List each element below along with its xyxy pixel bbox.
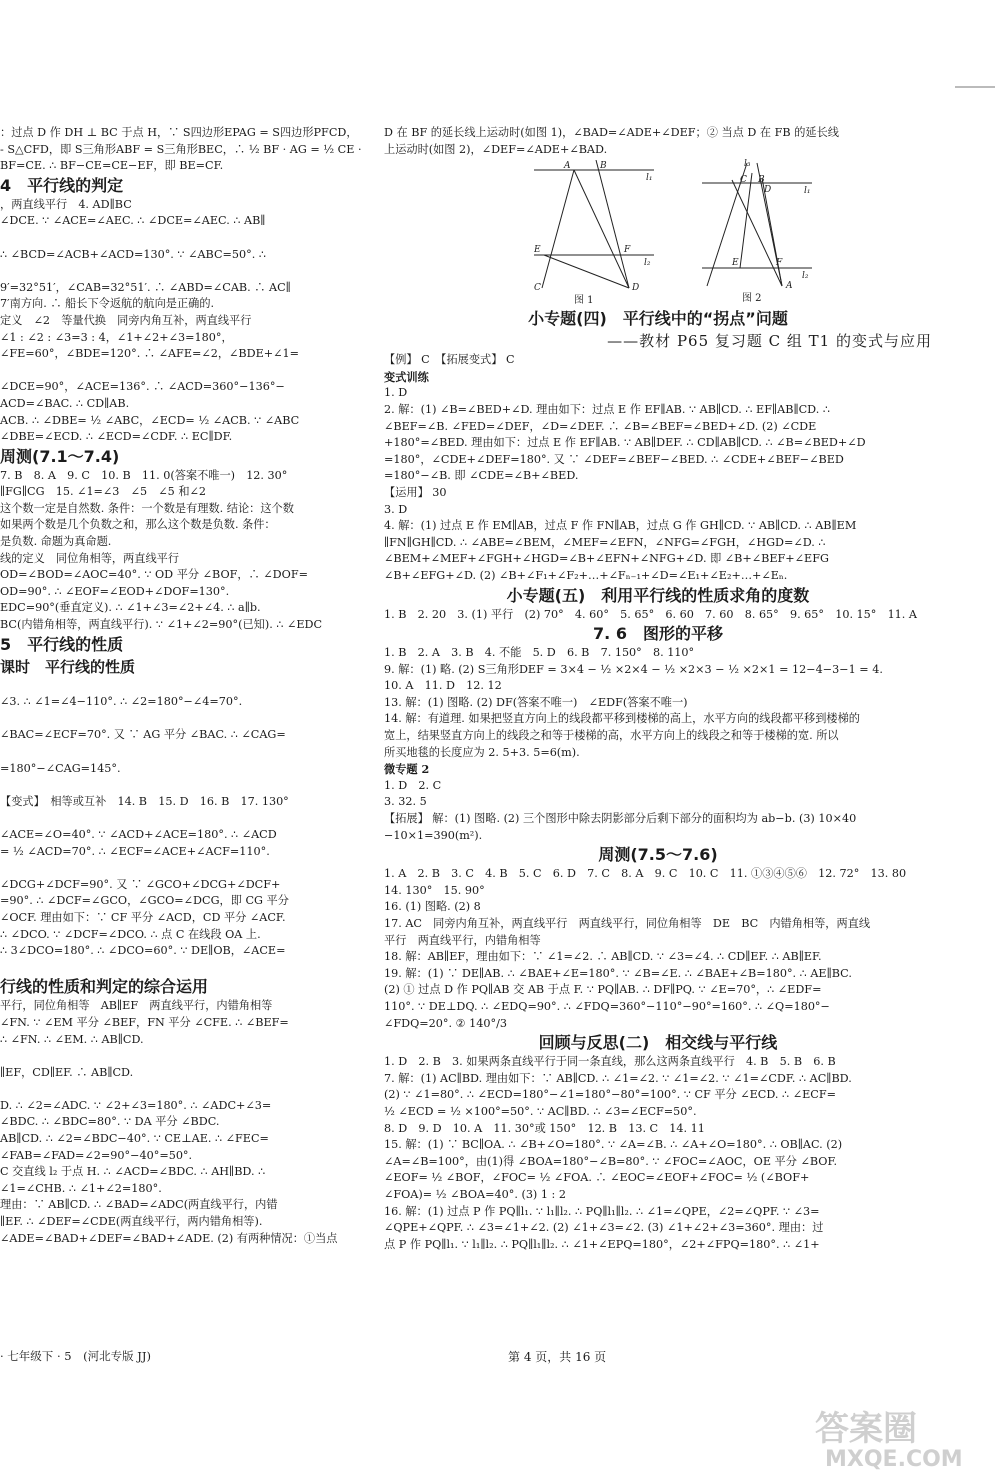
text-line bbox=[0, 810, 382, 827]
fig1-label: E bbox=[534, 245, 541, 256]
text-line: 10. A 11. D 12. 12 bbox=[384, 679, 502, 693]
text-line: 8. D 9. D 10. A 11. 30°或 150° 12. B 13. C 14. 11 bbox=[384, 1121, 705, 1135]
text-line: OD=∠BOD=∠AOC=40°. ∵ OD 平分 ∠BOF，∴ ∠DOF= bbox=[0, 568, 308, 582]
text-line: 18. 解：AB∥EF，理由如下：∵ ∠1=∠2. ∴ AB∥CD. ∵ ∠3=∠4. ∴ CD∥EF. ∴ AB∥EF. bbox=[384, 950, 822, 964]
watermark-logo bbox=[795, 1400, 995, 1471]
section-title-weekly: 周测(7.5～7.6) bbox=[598, 845, 718, 865]
text-line: =90°. ∴ ∠DCF=∠GCO，∠GCO=∠DCG，即 CG 平分 bbox=[0, 894, 289, 908]
text-line: =180°−∠CAG=145°. bbox=[0, 761, 121, 775]
text-line: 7′南方向. ∴ 船长下令返航的航向是正确的. bbox=[0, 297, 215, 311]
fig2-label: l₃ bbox=[744, 159, 751, 170]
text-line: 点 P 作 PQ∥l₁. ∵ l₁∥l₂. ∴ PQ∥l₁∥l₂. ∴ ∠1+∠EPQ=180°，∠2+∠FPQ=180°. ∴ ∠1+ bbox=[384, 1237, 820, 1251]
text-line bbox=[0, 263, 382, 280]
section-title-7-6: 7. 6 图形的平移 bbox=[593, 624, 723, 644]
text-line: 16. (1) 图略. (2) 8 bbox=[384, 900, 481, 914]
fig2-label: l₁ bbox=[804, 186, 811, 197]
text-line: BC(内错角相等，两直线平行). ∵ ∠1+∠2=90°(已知). ∴ ∠EDC bbox=[0, 618, 323, 632]
fig2-label: F bbox=[776, 258, 783, 269]
fig2-label: l₂ bbox=[802, 271, 809, 282]
text-line: BF=CE. ∴ BF−CE=CE−EF，即 BE=CF. bbox=[0, 159, 224, 173]
text-line: ∠B+∠EFG+∠D. (2) ∠B+∠F₁+∠F₂+…+∠Fₙ₋₁+∠D=∠E₁+∠E₂+…+∠Eₙ. bbox=[384, 568, 788, 582]
text-line: 15. 解：(1) ∵ BC∥OA. ∴ ∠B+∠O=180°. ∵ ∠A=∠B. ∴ ∠A+∠O=180°. ∴ OB∥AC. (2) bbox=[384, 1138, 843, 1152]
text-line bbox=[0, 230, 382, 247]
text-line: ACD=∠BAC. ∴ CD∥AB. bbox=[0, 396, 130, 410]
text-line bbox=[0, 860, 382, 877]
footer-grade: · 七年级下 · 5 (河北专版 JJ) bbox=[0, 1349, 151, 1363]
text-line: −10×1=390(m²). bbox=[384, 828, 483, 842]
text-line: ∠EOF= ½ ∠BOF，∠FOC= ½ ∠FOA. ∴ ∠EOC=∠EOF+∠FOC= ½ (∠BOF+ bbox=[384, 1171, 810, 1185]
text-line: 7. 解：(1) AC∥BD. 理由如下：∵ AB∥CD. ∴ ∠1=∠2. ∵ ∠1=∠2. ∵ ∠1=∠CDF. ∴ AC∥BD. bbox=[384, 1071, 852, 1085]
text-line: 【运用】 30 bbox=[384, 485, 447, 499]
text-line: 1. D 2. B 3. 如果两条直线平行于同一条直线，那么这两条直线平行 4. B 5. B 6. B bbox=[384, 1055, 836, 1069]
text-line: 3. 32. 5 bbox=[384, 795, 427, 809]
text-line: 定义 ∠2 等量代换 同旁内角互补，两直线平行 bbox=[0, 313, 252, 327]
fig1-label: l₁ bbox=[646, 173, 653, 184]
text-line: ∠FAB=∠FAD=∠2=90°−40°=50°. bbox=[0, 1148, 193, 1162]
text-line: ∠DCE=90°，∠ACE=136°. ∴ ∠ACD=360°−136°− bbox=[0, 380, 285, 394]
text-line: ∴ 3∠DCO=180°. ∴ ∠DCO=60°. ∵ DE∥OB，∠ACE= bbox=[0, 944, 286, 958]
text-line: 4. 解：(1) 过点 E 作 EM∥AB，过点 F 作 FN∥AB，过点 G 作 GH∥CD. ∵ AB∥CD. ∴ AB∥EM bbox=[384, 519, 857, 533]
fig2-label: D bbox=[764, 185, 772, 196]
text-line: D 在 BF 的延长线上运动时(如图 1)，∠BAD=∠ADE+∠DEF；② 当点 D 在 FB 的延长线 bbox=[384, 126, 839, 139]
text-line: 平行，同位角相等 AB∥EF 两直线平行，内错角相等 bbox=[0, 999, 273, 1013]
text-line: ∴ ∠BCD=∠ACB+∠ACD=130°. ∵ ∠ABC=50°. ∴ bbox=[0, 247, 266, 261]
text-line: ∠DCG+∠DCF=90°. 又 ∵ ∠GCO+∠DCG+∠DCF+ bbox=[0, 877, 281, 891]
text-line: 3. D bbox=[384, 502, 408, 516]
section-subheading: 课时 平行线的性质 bbox=[0, 657, 136, 676]
text-line bbox=[0, 1048, 382, 1065]
segment-ce bbox=[740, 173, 752, 268]
text-line: ∴ ∠FN. ∴ ∠EM. ∴ AB∥CD. bbox=[0, 1032, 144, 1046]
text-line: OD=90°. ∴ ∠EOF=∠EOD+∠DOF=130°. bbox=[0, 584, 230, 598]
text-line: 微专题 2 bbox=[384, 762, 430, 777]
text-line bbox=[0, 711, 382, 728]
text-line: 宽上，结果竖直方向上的线段之和等于楼梯的高，水平方向上的线段之和等于楼梯的宽. 所以 bbox=[384, 729, 839, 743]
fig1-label: F bbox=[624, 245, 631, 256]
watermark-text: 答案圈 bbox=[815, 1409, 917, 1449]
fig2-label: A bbox=[786, 281, 793, 292]
text-line bbox=[0, 1081, 382, 1098]
text-line: ∠FN. ∵ ∠EM 平分 ∠BEF，FN 平分 ∠CFE. ∴ ∠BEF= bbox=[0, 1015, 289, 1029]
text-line: 平行 两直线平行，内错角相等 bbox=[384, 933, 541, 947]
text-line: 理由：∵ AB∥CD. ∴ ∠BAD=∠ADC(两直线平行，内错 bbox=[0, 1198, 278, 1212]
segment-cd bbox=[732, 180, 782, 286]
text-line: ACB. ∴ ∠DBE= ½ ∠ABC，∠ECD= ½ ∠ACB. ∵ ∠ABC bbox=[0, 413, 300, 427]
text-line: 16. 解：(1) 过点 P 作 PQ∥l₁. ∵ l₁∥l₂. ∴ PQ∥l₁∥l₂. ∴ ∠1=∠QPE，∠2=∠QPF. ∵ ∠3= bbox=[384, 1204, 820, 1218]
text-line: 7. B 8. A 9. C 10. B 11. 0(答案不唯一) 12. 30° bbox=[0, 468, 288, 482]
special4-answers bbox=[384, 352, 932, 584]
text-line: 这个数一定是自然数. 条件：一个数是有理数. 结论：这个数 bbox=[0, 501, 294, 515]
text-line bbox=[0, 777, 382, 794]
text-line: 14. 解：有道理. 如果把竖直方向上的线段都平移到楼梯的高上，水平方向的线段都平移到楼梯的 bbox=[384, 712, 860, 726]
text-line: 所买地毯的长度应为 2. 5+3. 5=6(m). bbox=[384, 745, 580, 759]
text-line: 线的定义 同位角相等，两直线平行 bbox=[0, 551, 180, 565]
text-line: 如果两个数是几个负数之和，那么这个数是负数. 条件： bbox=[0, 518, 276, 532]
section-heading: 行线的性质和判定的综合运用 bbox=[0, 977, 209, 997]
text-line: 2. 解：(1) ∠B=∠BED+∠D. 理由如下：过点 E 作 EF∥AB. ∵ AB∥CD. ∴ EF∥AB∥CD. ∴ bbox=[384, 402, 830, 416]
fig1-label: l₂ bbox=[644, 258, 651, 269]
text-line: 1. D 2. C bbox=[384, 778, 442, 792]
text-line: =180°，∠CDE+∠DEF=180°. 又 ∵ ∠DEF=∠BEF−∠BED. ∴ ∠CDE+∠BEF−∠BED bbox=[384, 452, 844, 466]
text-line: 【变式】 相等或互补 14. B 15. D 16. B 17. 130° bbox=[0, 794, 289, 808]
weekly-answers bbox=[384, 866, 932, 1032]
text-line: 【拓展】 解：(1) 图略. (2) 三个图形中除去阴影部分后剩下部分的面积均为 ab−b. (3) 10×40 bbox=[384, 812, 857, 826]
text-line: 【例】 C 【拓展变式】 C bbox=[384, 353, 515, 367]
section-title-special4: 小专题(四) 平行线中的“拐点”问题 bbox=[528, 309, 788, 329]
text-line: 1. B 2. A 3. B 4. 不能 5. D 6. B 7. 150° 8. 110° bbox=[384, 646, 695, 660]
figure-row bbox=[384, 158, 932, 308]
text-line: EDC=90°(垂直定义). ∴ ∠1+∠3=∠2+∠4. ∴ a∥b. bbox=[0, 601, 261, 615]
text-line: ∠BEF=∠B. ∠FED=∠DEF，∠D=∠DEF. ∴ ∠B=∠BEF=∠BED+∠D. (2) ∠CDE bbox=[384, 419, 817, 433]
text-line bbox=[0, 363, 382, 380]
watermark-url: MXQE.COM bbox=[825, 1447, 963, 1471]
fig1-label: A bbox=[564, 161, 571, 172]
figure-caption: 图 1 bbox=[574, 295, 594, 306]
text-line: ½ ∠ECD = ½ ×100°=50°. ∵ AC∥BD. ∴ ∠3=∠ECF=50°. bbox=[384, 1104, 697, 1118]
right-column bbox=[384, 125, 932, 1253]
text-line: 14. 130° 15. 90° bbox=[384, 883, 485, 897]
fig2-label: B bbox=[758, 175, 765, 186]
text-line: ∠BEM+∠MEF+∠FGH+∠HGD=∠B+∠EFN+∠NFG+∠D. 即 ∠B+∠BEF+∠EFG bbox=[384, 552, 829, 566]
text-line: ∠BDC. ∴ ∠BDC=80°. ∵ DA 平分 ∠BDC. bbox=[0, 1115, 220, 1129]
text-line: 9. 解：(1) 略. (2) S三角形DEF = 3×4 − ½ ×2×4 − ½ ×2×3 − ½ ×2×1 = 12−4−3−1 = 4. bbox=[384, 662, 883, 676]
text-line: (2) ∵ ∠1=80°. ∴ ∠ECD=180°−∠1=180°−80°=100°. ∵ CF 平分 ∠ECD. ∴ ∠ECF= bbox=[384, 1088, 836, 1102]
text-line: ∥EF，CD∥EF. ∴ AB∥CD. bbox=[0, 1065, 134, 1079]
section-title-review: 回顾与反思(二) 相交线与平行线 bbox=[538, 1033, 778, 1053]
fig1-label: D bbox=[632, 283, 640, 294]
text-line: ∠ADE=∠BAD+∠DEF=∠BAD+∠ADE. (2) 有两种情况：①当点 bbox=[0, 1231, 338, 1245]
text-line: = ½ ∠ACD=70°. ∴ ∠ECF=∠ACE+∠ACF=110°. bbox=[0, 844, 270, 858]
figure-2 bbox=[702, 158, 812, 303]
text-line: D. ∴ ∠2=∠ADC. ∵ ∠2+∠3=180°. ∴ ∠ADC+∠3= bbox=[0, 1098, 272, 1112]
text-line: 110°. ∵ DE⊥DQ. ∴ ∠EDQ=90°. ∴ ∠FDQ=360°−110°−90°=160°. ∴ ∠Q=180°− bbox=[384, 999, 830, 1013]
figure-1 bbox=[534, 160, 654, 305]
section-title-special5: 小专题(五) 利用平行线的性质求角的度数 bbox=[506, 585, 810, 605]
text-line: 是负数. 命题为真命题. bbox=[0, 535, 112, 549]
fig1-label: B bbox=[600, 161, 607, 172]
segment-ac bbox=[542, 170, 574, 288]
text-line: 1. B 2. 20 3. (1) 平行 (2) 70° 4. 60° 5. 65° 6. 60 7. 60 8. 65° 9. 65° 10. 15° 11. A bbox=[384, 607, 917, 621]
text-line: ∠FOA)= ½ ∠BOA=40°. (3) 1 : 2 bbox=[384, 1187, 566, 1201]
fig2-label: E bbox=[732, 258, 739, 269]
text-line bbox=[0, 960, 382, 977]
text-line: ∥FN∥GH∥CD. ∴ ∠ABE=∠BEM，∠MEF=∠EFN，∠NFG=∠FGH，∠HGD=∠D. ∴ bbox=[384, 535, 826, 549]
text-line: ∠1=∠CHB. ∴ ∠1+∠2=180°. bbox=[0, 1181, 162, 1195]
fig1-label: C bbox=[534, 283, 541, 294]
section-subtitle-special4: ——教材 P65 复习题 C 组 T1 的变式与应用 bbox=[607, 332, 932, 351]
text-line: 变式训练 bbox=[384, 369, 429, 384]
top-rule bbox=[955, 86, 995, 88]
section-heading: 5 平行线的性质 bbox=[0, 634, 124, 654]
text-line: ：过点 D 作 DH ⊥ BC 于点 H，∵ S四边形EPAG = S四边形PFCD， bbox=[0, 126, 358, 139]
text-line: 上运动时(如图 2)，∠DEF=∠ADE+∠BAD. bbox=[384, 142, 608, 156]
text-line: ∴ ∠DCO. ∵ ∠DCF=∠DCO. ∴ 点 C 在线段 OA 上. bbox=[0, 927, 261, 941]
text-line: ∠3. ∴ ∠1=∠4−110°. ∴ ∠2=180°−∠4=70°. bbox=[0, 695, 243, 709]
text-line: ∥FG∥CG 15. ∠1=∠3 ∠5 ∠5 和∠2 bbox=[0, 485, 207, 499]
text-line bbox=[0, 744, 382, 761]
text-line: ∥EF. ∴ ∠DEF=∠CDE(两直线平行，两内错角相等). bbox=[0, 1215, 263, 1229]
text-line: 1. A 2. B 3. C 4. B 5. C 6. D 7. C 8. A 9. C 10. C 11. ①③④⑤⑥ 12. 72° 13. 80 bbox=[384, 867, 907, 881]
figure-caption: 图 2 bbox=[742, 293, 762, 304]
text-line: ∠A=∠B=100°，由(1)得 ∠BOA=180°−∠B=80°. ∵ ∠FOC=∠AOC，OE 平分 ∠BOF. bbox=[384, 1154, 838, 1168]
text-line: C 交直线 l₂ 于点 H. ∴ ∠ACD=∠BDC. ∴ AH∥BD. ∴ bbox=[0, 1165, 266, 1179]
text-line: ，两直线平行 4. AD∥BC bbox=[0, 197, 132, 211]
section-heading: 4 平行线的判定 bbox=[0, 175, 124, 195]
fig2-label: C bbox=[740, 175, 747, 186]
section-7-6-answers bbox=[384, 645, 932, 844]
text-line: ∠BAC=∠ECF=70°. 又 ∵ AG 平分 ∠BAC. ∴ ∠CAG= bbox=[0, 728, 286, 742]
text-line: 19. 解：(1) ∵ DE∥AB. ∴ ∠BAE+∠E=180°. ∵ ∠B=∠E. ∴ ∠BAE+∠B=180°. ∴ AE∥BC. bbox=[384, 966, 852, 980]
segment-bd bbox=[596, 160, 629, 288]
text-line: ∠DBE=∠ECD. ∴ ∠ECD=∠CDF. ∴ EC∥DF. bbox=[0, 430, 233, 444]
text-line: ∠DCE. ∵ ∠ACE=∠AEC. ∴ ∠DCE=∠AEC. ∴ AB∥ bbox=[0, 214, 266, 228]
text-line: 1. D bbox=[384, 386, 408, 400]
section-heading: 周测(7.1～7.4) bbox=[0, 446, 120, 466]
text-line: ∠QPE+∠QPF. ∴ ∠3=∠1+∠2. (2) ∠1+∠3=∠2. (3) ∠1+∠2+∠3=360°. 理由：过 bbox=[384, 1221, 824, 1235]
text-line: 17. AC 同旁内角互补，两直线平行 两直线平行，同位角相等 DE BC 内错角相等，两直线 bbox=[384, 917, 871, 930]
text-line: ∠ACE=∠O=40°. ∵ ∠ACD+∠ACE=180°. ∴ ∠ACD bbox=[0, 827, 277, 841]
text-line bbox=[0, 678, 382, 695]
text-line: (2) ① 过点 D 作 PQ∥AB 交 AB 于点 F. ∵ PQ∥AB. ∴ DF∥PQ. ∵ ∠E=70°，∴ ∠EDF= bbox=[384, 983, 822, 997]
text-line: ∠OCF. 理由如下：∵ CF 平分 ∠ACD，CD 平分 ∠ACF. bbox=[0, 910, 286, 924]
text-line: AB∥CD. ∴ ∠2=∠BDC−40°. ∵ CE⊥AE. ∴ ∠FEC= bbox=[0, 1132, 269, 1146]
text-line: ∠FE=60°，∠BDE=120°. ∴ ∠AFE=∠2，∠BDE+∠1= bbox=[0, 347, 300, 361]
left-column bbox=[0, 125, 382, 1247]
text-line: 9′=32°51′，∠CAB=32°51′. ∴ ∠ABD=∠CAB. ∴ AC∥ bbox=[0, 280, 291, 294]
review-answers bbox=[384, 1054, 932, 1253]
text-line: ∠FDQ=20°. ② 140°/3 bbox=[384, 1016, 508, 1030]
text-line: 13. 解：(1) 图略. (2) DF(答案不唯一) ∠EDF(答案不唯一) bbox=[384, 695, 688, 709]
text-line: ∠1 : ∠2 : ∠3=3 : 4，∠1+∠2+∠3=180°， bbox=[0, 330, 233, 344]
text-line: - S△CFD，即 S三角形ABF = S三角形BEC，∴ ½ BF · AG = ½ CE · bbox=[0, 142, 362, 156]
text-line: +180°=∠BED. 理由如下：过点 E 作 EF∥AB. ∵ AB∥DEF. ∴ CD∥AB∥CD. ∴ ∠B=∠BED+∠D bbox=[384, 436, 866, 450]
text-line: =180°−∠B. 即 ∠CDE=∠B+∠BED. bbox=[384, 469, 579, 483]
page-number: 第 4 页，共 16 页 bbox=[508, 1350, 607, 1364]
